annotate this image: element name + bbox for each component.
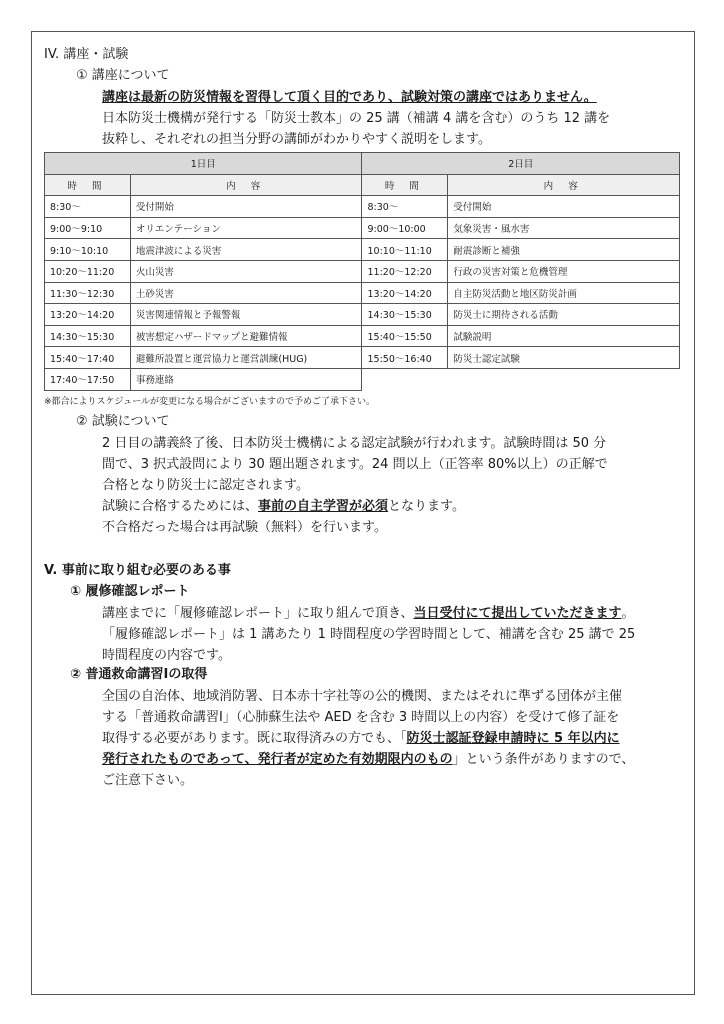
day2-time: 15:50～16:40 (362, 347, 448, 369)
day2-content: 防災士認定試験 (448, 347, 680, 369)
day1-content: 被害想定ハザードマップと避難情報 (130, 325, 362, 347)
day1-content: 避難所設置と運営協力と運営訓練(HUG) (130, 347, 362, 369)
day2-content: 耐震診断と補強 (448, 239, 680, 261)
table-row (45, 260, 680, 282)
lecture-subtitle: ① 講座について (76, 68, 170, 83)
report-text-1-emphasis: 当日受付にて提出していただきます (413, 605, 622, 621)
table-row (45, 239, 680, 261)
report-text-1-post: 。 (621, 605, 635, 621)
document-content (44, 46, 684, 791)
day2-content: 行政の災害対策と危機管理 (448, 260, 680, 282)
firstaid-text-2: する「普通救命講習Ⅰ」（心肺蘇生法や AED を含む 3 時間以上の内容）を受けて修了証を (102, 709, 620, 725)
report-text-1-pre: 講座までに「履修確認レポート」に取り組んで頂き、 (102, 605, 414, 621)
day2-content: 自主防災活動と地区防災計画 (448, 282, 680, 304)
firstaid-text-3-emphasis: 防災士認証登録申請時に 5 年以内に (406, 730, 620, 746)
day1-time: 9:00～9:10 (45, 217, 131, 239)
firstaid-text-5: ご注意下さい。 (102, 772, 194, 788)
day2-time: 13:20～14:20 (362, 282, 448, 304)
exam-text-4-emphasis: 事前の自主学習が必須 (258, 498, 389, 514)
firstaid-text-3 (44, 728, 684, 749)
schedule-note: ※都合によりスケジュールが変更になる場合がございますので予めご了承下さい。 (44, 396, 376, 407)
table-row (45, 368, 680, 390)
day1-time: 17:40～17:50 (45, 368, 131, 390)
firstaid-text-4 (44, 749, 684, 770)
report-subtitle: ① 履修確認レポート (70, 583, 190, 599)
day1-time: 9:10～10:10 (45, 239, 131, 261)
empty-cell (362, 368, 680, 390)
report-text-1 (44, 603, 684, 624)
firstaid-text-4-emphasis: 発行されたものであって、発行者が定めた有効期限内のもの (102, 751, 453, 767)
lecture-text-2: 抜粋し、それぞれの担当分野の講師がわかりやすく説明をします。 (102, 132, 491, 147)
exam-text-3: 合格となり防災士に認定されます。 (102, 477, 309, 493)
day2-content: 気象災害・風水害 (448, 217, 680, 239)
day2-content: 防災士に期待される活動 (448, 304, 680, 326)
section-4-title: IV. 講座・試験 (44, 47, 129, 62)
day1-header: 1日目 (45, 153, 362, 175)
lecture-text-1: 日本防災士機構が発行する「防災士教本」の 25 講（補講 4 講を含む）のうち 12 講を (102, 111, 611, 126)
day1-time: 15:40～17:40 (45, 347, 131, 369)
day1-content: 火山災害 (130, 260, 362, 282)
report-text-2: 「履修確認レポート」は 1 講あたり 1 時間程度の学習時間として、補講を含む 25 講で 25 (102, 626, 636, 642)
firstaid-text-1: 全国の自治体、地域消防署、日本赤十字社等の公的機関、またはそれに準ずる団体が主催 (102, 688, 623, 704)
schedule-table (44, 152, 680, 391)
day1-content-header: 内 容 (130, 174, 362, 196)
exam-text-4-post: となります。 (388, 498, 465, 514)
exam-text-4 (44, 496, 684, 517)
firstaid-text-3-pre: 取得する必要があります。既に取得済みの方でも、「 (102, 730, 407, 746)
firstaid-subtitle: ② 普通救命講習Ⅰの取得 (70, 666, 208, 682)
exam-subtitle: ② 試験について (76, 413, 170, 429)
day1-time: 11:30～12:30 (45, 282, 131, 304)
day1-content: オリエンテーション (130, 217, 362, 239)
day1-content: 地震津波による災害 (130, 239, 362, 261)
day2-time: 14:30～15:30 (362, 304, 448, 326)
day2-time: 9:00～10:00 (362, 217, 448, 239)
section-5-title: V. 事前に取り組む必要のある事 (44, 562, 231, 578)
firstaid-text-4-post: 」という条件がありますので、 (452, 751, 635, 767)
day2-time-header: 時 間 (362, 174, 448, 196)
day1-content: 事務連絡 (130, 368, 362, 390)
day2-time: 8:30～ (362, 196, 448, 218)
table-row (45, 217, 680, 239)
lecture-emphasis (44, 87, 684, 108)
document-page (31, 31, 695, 995)
day2-content: 試験説明 (448, 325, 680, 347)
day2-time: 11:20～12:20 (362, 260, 448, 282)
day1-content: 災害関連情報と予報警報 (130, 304, 362, 326)
day1-time: 13:20～14:20 (45, 304, 131, 326)
day1-time: 10:20～11:20 (45, 260, 131, 282)
table-row (45, 282, 680, 304)
table-row (45, 347, 680, 369)
day2-time: 10:10～11:10 (362, 239, 448, 261)
day2-content-header: 内 容 (448, 174, 680, 196)
day2-content: 受付開始 (448, 196, 680, 218)
table-row (45, 325, 680, 347)
day1-time: 8:30～ (45, 196, 131, 218)
report-text-3: 時間程度の内容です。 (102, 647, 231, 663)
day1-content: 受付開始 (130, 196, 362, 218)
day1-time: 14:30～15:30 (45, 325, 131, 347)
table-row (45, 196, 680, 218)
day2-time: 15:40～15:50 (362, 325, 448, 347)
lecture-emphasis-text: 講座は最新の防災情報を習得して頂く目的であり、試験対策の講座ではありません。 (102, 90, 597, 105)
day1-time-header: 時 間 (45, 174, 131, 196)
exam-text-5: 不合格だった場合は再試験（無料）を行います。 (102, 519, 387, 535)
exam-text-1: 2 日目の講義終了後、日本防災士機構による認定試験が行われます。試験時間は 50 分 (102, 435, 607, 451)
day2-header: 2日目 (362, 153, 680, 175)
exam-text-2: 間で、3 択式設問により 30 題出題されます。24 問以上（正答率 80%以上）の正解で (102, 456, 608, 472)
table-row (45, 304, 680, 326)
day1-content: 土砂災害 (130, 282, 362, 304)
exam-text-4-pre: 試験に合格するためには、 (102, 498, 259, 514)
